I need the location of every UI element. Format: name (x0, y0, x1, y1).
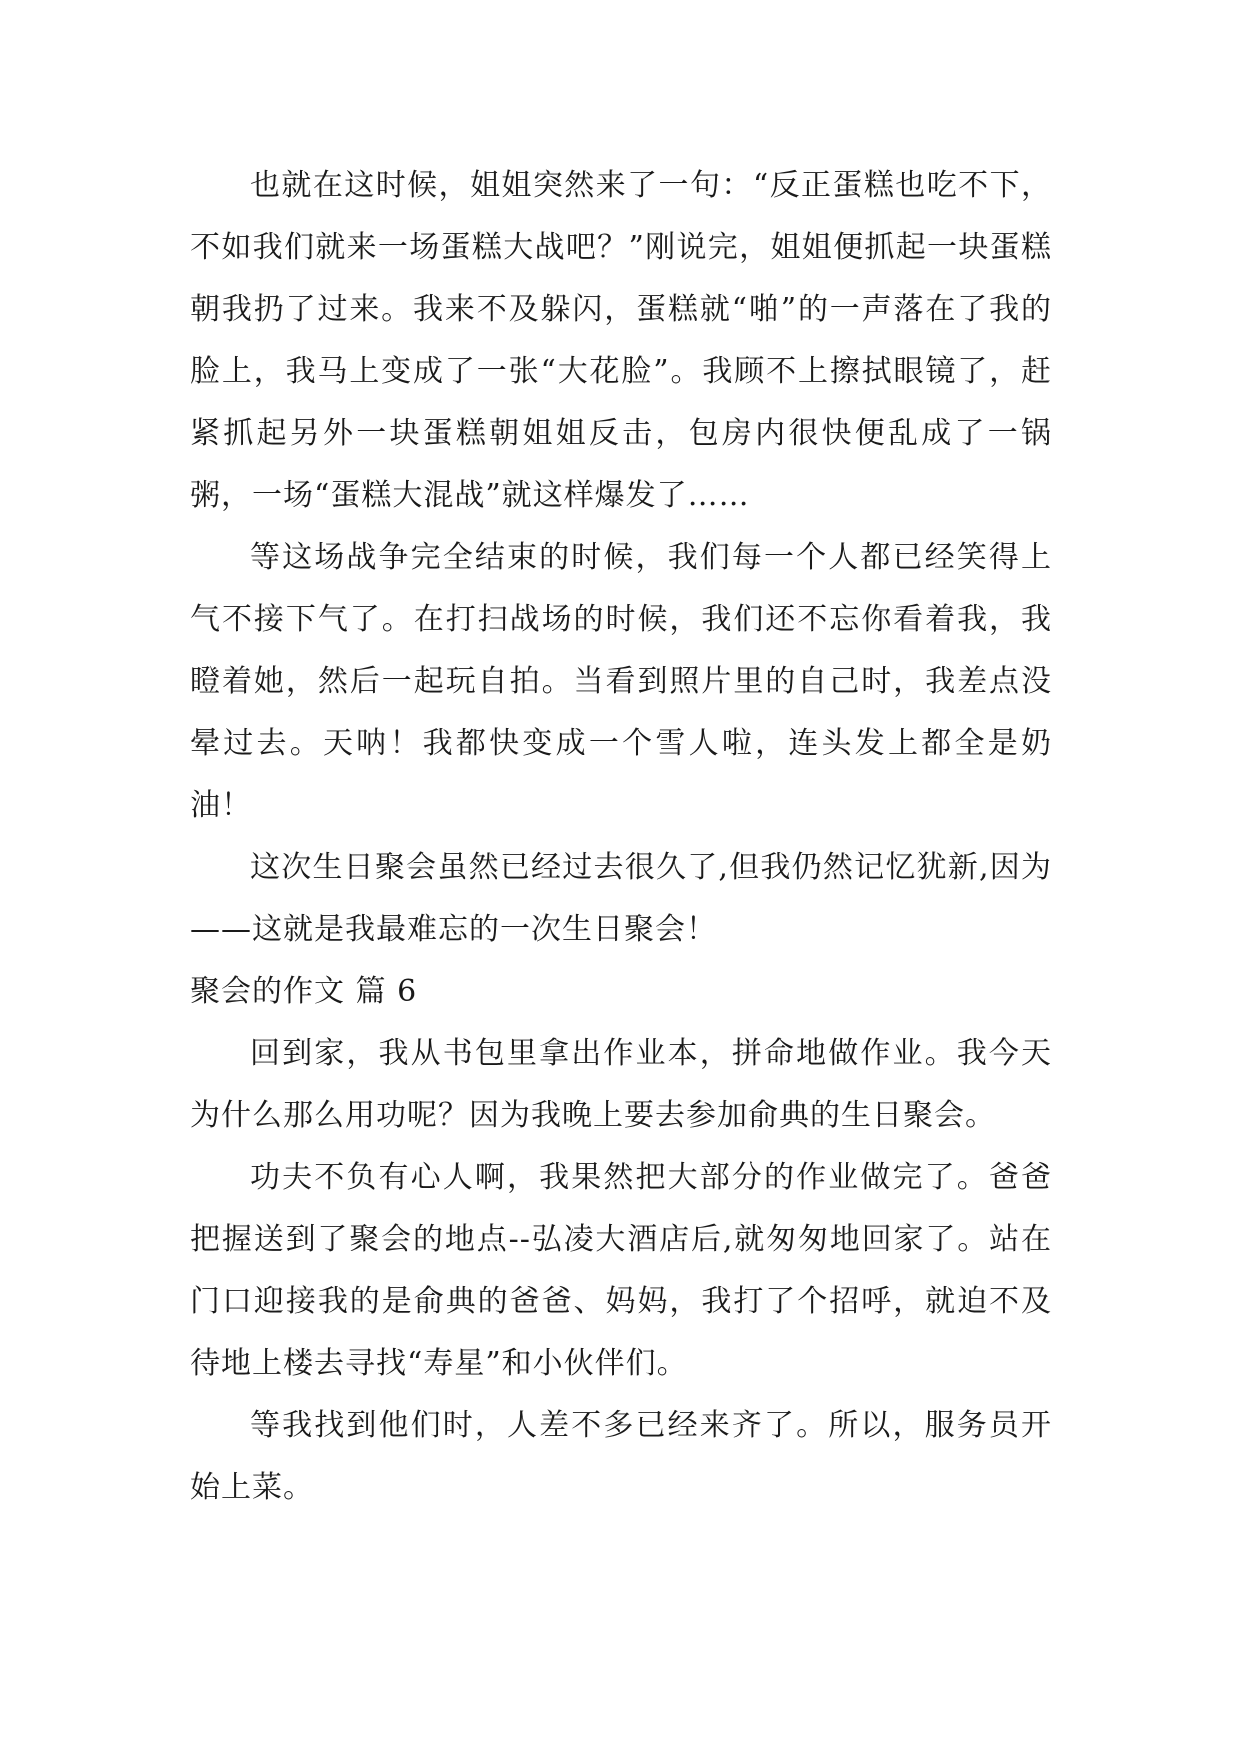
paragraph-cake-fight: 也就在这时候，姐姐突然来了一句：“反正蛋糕也吃不下，不如我们就来一场蛋糕大战吧？”刚说完，姐姐便抓起一块蛋糕朝我扔了过来。我来不及躲闪，蛋糕就“啪”的一声落在了我的脸上，我马上变成了一张“大花脸”。我顾不上擦拭眼镜了，赶紧抓起另外一块蛋糕朝姐姐反击，包房内很快便乱成了一锅粥，一场“蛋糕大混战”就这样爆发了…… (190, 168, 1052, 513)
document-body (190, 155, 1052, 1519)
section-heading: 聚会的作文 篇 6 (190, 974, 418, 1009)
paragraph-homework: 回到家，我从书包里拿出作业本，拼命地做作业。我今天为什么那么用功呢？因为我晚上要去参加俞典的生日聚会。 (190, 1036, 1052, 1133)
paragraph-memory: 这次生日聚会虽然已经过去很久了,但我仍然记忆犹新,因为——这就是我最难忘的一次生日聚会！ (190, 850, 1052, 947)
paragraph-arrival: 功夫不负有心人啊，我果然把大部分的作业做完了。爸爸把握送到了聚会的地点--弘凌大酒店后,就匆匆地回家了。站在门口迎接我的是俞典的爸爸、妈妈，我打了个招呼，就迫不及待地上楼去寻找“寿星”和小伙伴们。 (190, 1160, 1052, 1381)
paragraph-serving: 等我找到他们时，人差不多已经来齐了。所以，服务员开始上菜。 (190, 1408, 1052, 1505)
paragraph-aftermath: 等这场战争完全结束的时候，我们每一个人都已经笑得上气不接下气了。在打扫战场的时候，我们还不忘你看着我，我瞪着她，然后一起玩自拍。当看到照片里的自己时，我差点没晕过去。天呐！我都快变成一个雪人啦，连头发上都全是奶油！ (190, 540, 1052, 823)
